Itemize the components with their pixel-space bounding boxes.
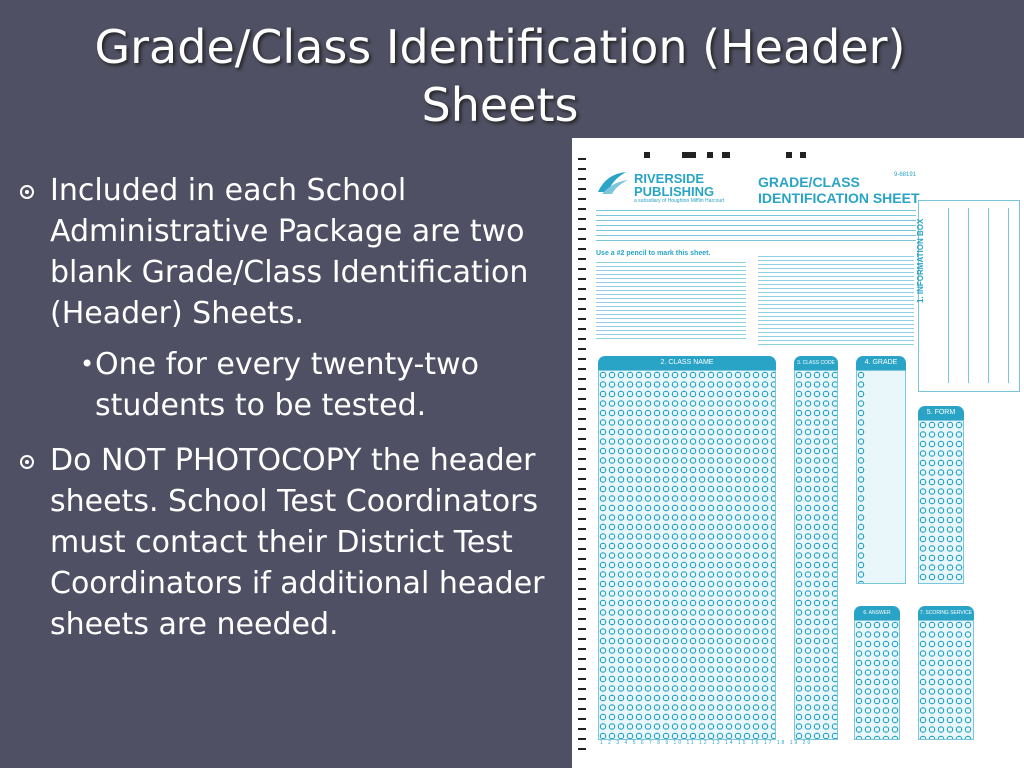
bullet-list bbox=[20, 170, 560, 655]
sub-bullet-marker-icon: • bbox=[80, 350, 95, 378]
grade-bubble-column[interactable] bbox=[856, 370, 906, 584]
title-line-1: Grade/Class Identification (Header) bbox=[94, 20, 906, 74]
instructions-right bbox=[758, 256, 914, 348]
timing-marks bbox=[578, 158, 586, 758]
timing-mark bbox=[722, 152, 730, 158]
bullet-marker-icon bbox=[20, 455, 34, 469]
scoring-service-bubble-grid bbox=[918, 620, 974, 740]
timing-mark bbox=[800, 152, 806, 158]
timing-mark bbox=[682, 152, 696, 158]
scoring-service-header: 7. SCORING SERVICE bbox=[918, 606, 974, 620]
purpose-text-block bbox=[596, 210, 916, 244]
answer-count-bubble-grid[interactable] bbox=[854, 620, 900, 740]
publisher-logo-icon bbox=[596, 170, 630, 196]
bullet-item bbox=[20, 170, 560, 334]
sheet-title-line-1: GRADE/CLASS bbox=[758, 174, 860, 190]
class-name-bubble-grid[interactable] bbox=[598, 370, 776, 740]
information-fields bbox=[934, 208, 1014, 383]
publisher-subtitle: a subsidiary of Houghton Mifflin Harcourt bbox=[634, 198, 725, 204]
grade-header: 4. GRADE bbox=[856, 356, 906, 370]
form-code: 9-68191 bbox=[894, 172, 917, 178]
class-code-bubble-grid[interactable] bbox=[794, 370, 838, 740]
title-line-2: Sheets bbox=[421, 78, 579, 132]
bullet-text: Do NOT PHOTOCOPY the header sheets. School Test Coordinators must contact their District Test Coordinators if additional header sheets are needed. bbox=[50, 443, 545, 642]
form-header: 5. FORM bbox=[918, 406, 964, 420]
form-bubble-grid[interactable] bbox=[918, 420, 964, 584]
timing-mark bbox=[786, 152, 792, 158]
publisher-name bbox=[634, 172, 714, 198]
bullet-marker-icon bbox=[20, 185, 34, 199]
timing-mark bbox=[707, 152, 713, 158]
sub-bullet-item bbox=[20, 344, 560, 426]
sub-bullet-text: One for every twenty-two students to be tested. bbox=[95, 347, 479, 423]
publisher-line-1: RIVERSIDE bbox=[634, 171, 705, 186]
header-sheet-image bbox=[572, 138, 1024, 768]
bullet-text: Included in each School Administrative Package are two blank Grade/Class Identification (Header) Sheets. bbox=[50, 173, 529, 331]
information-box-label: 1. INFORMATION BOX bbox=[916, 218, 925, 303]
class-name-column-numbers: 1 2 3 4 5 6 7 8 9 10 11 12 13 14 15 16 17 18 19 20 bbox=[600, 740, 813, 746]
timing-mark bbox=[644, 152, 650, 158]
bullet-item bbox=[20, 440, 560, 645]
class-code-header: 3. CLASS CODE bbox=[794, 356, 838, 370]
pencil-note: Use a #2 pencil to mark this sheet. bbox=[596, 250, 711, 257]
publisher-line-2: PUBLISHING bbox=[634, 184, 715, 199]
sheet-title bbox=[758, 174, 920, 206]
answer-count-header: 6. ANSWER bbox=[854, 606, 900, 620]
instructions-left bbox=[596, 262, 746, 342]
slide-title bbox=[0, 18, 1000, 134]
class-name-header: 2. CLASS NAME bbox=[598, 356, 776, 370]
sheet-title-line-2: IDENTIFICATION SHEET bbox=[758, 190, 920, 206]
